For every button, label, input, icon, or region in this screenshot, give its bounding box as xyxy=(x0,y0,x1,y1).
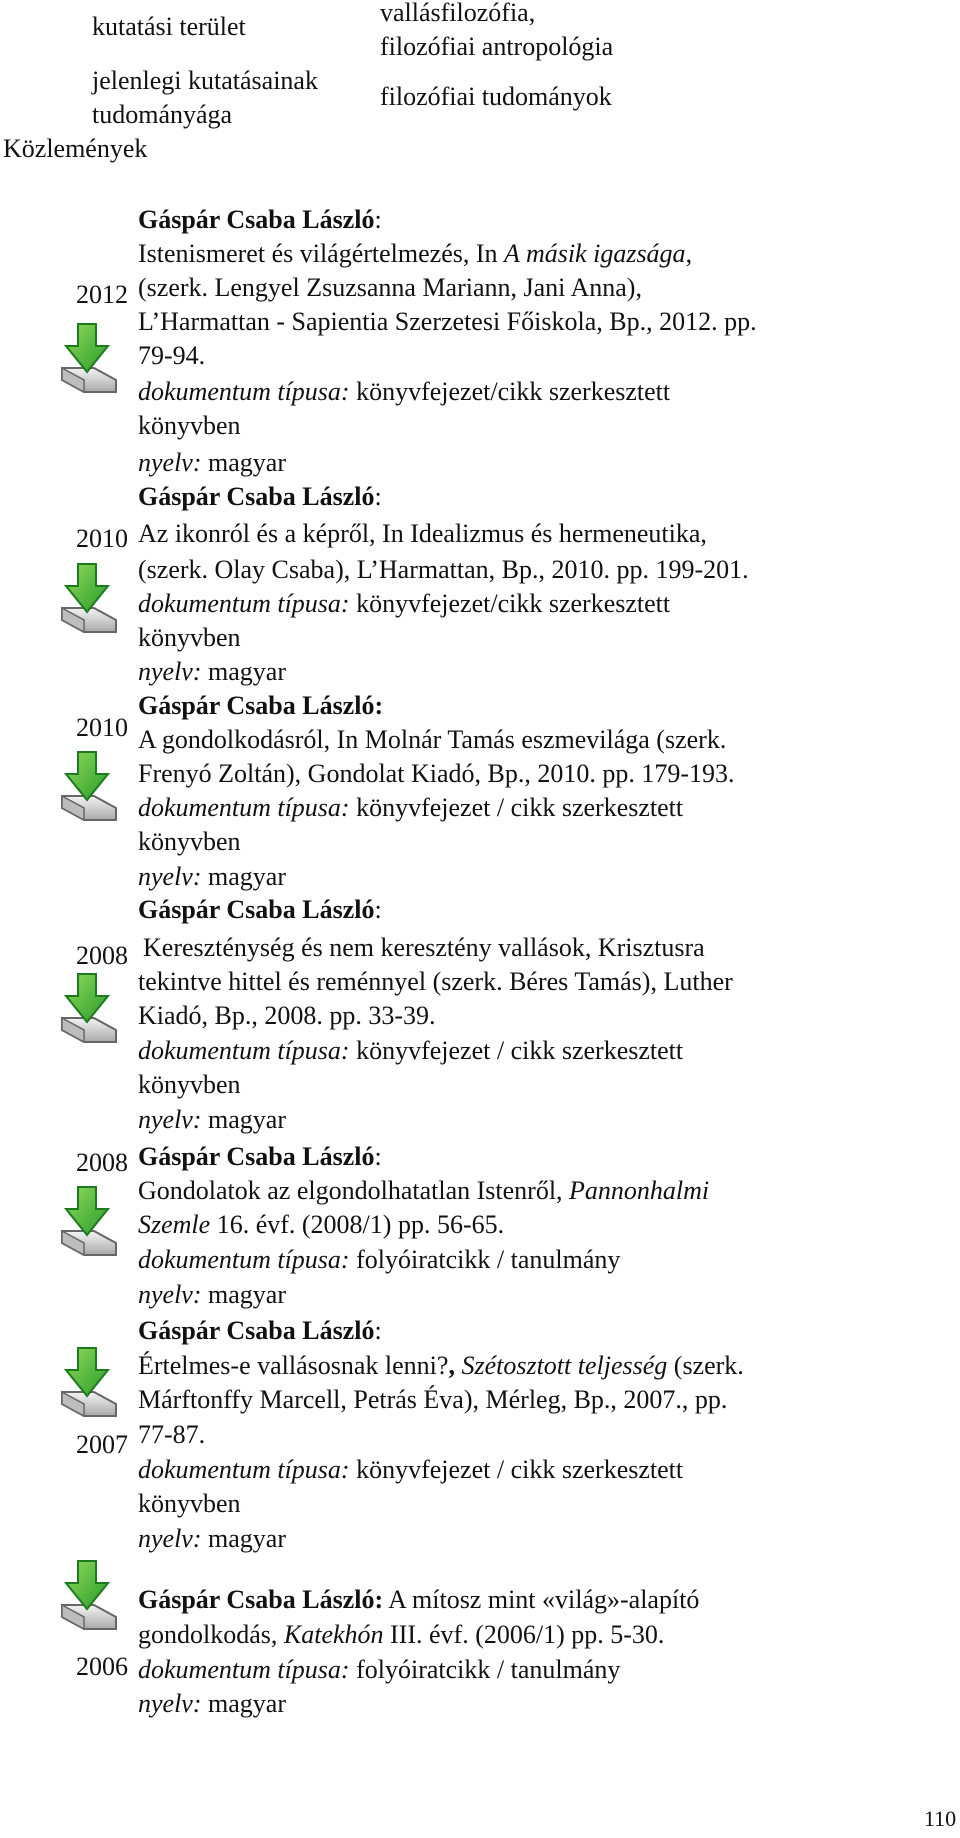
entry-author: Gáspár Csaba László: xyxy=(138,691,384,720)
entry-author: Gáspár Csaba László: xyxy=(138,1316,382,1345)
entry-line: Kereszténység és nem keresztény vallások, Krisztusra xyxy=(143,933,705,962)
entry-year: 2010 xyxy=(76,713,128,742)
download-icon[interactable] xyxy=(56,562,120,636)
entry-doctype: dokumentum típusa: könyvfejezet / cikk szerkesztett xyxy=(138,1036,684,1065)
download-icon[interactable] xyxy=(56,972,120,1046)
entry-year: 2006 xyxy=(76,1652,128,1681)
entry-year: 2008 xyxy=(76,941,128,970)
field-value-1: vallásfilozófia, xyxy=(380,0,536,27)
entry-author: Gáspár Csaba László: xyxy=(138,205,382,234)
entry-line: Gondolatok az elgondolhatatlan Istenről, Pannonhalmi xyxy=(138,1176,710,1205)
entry-line: Kiadó, Bp., 2008. pp. 33-39. xyxy=(138,1001,436,1030)
entry-doctype: dokumentum típusa: könyvfejezet / cikk szerkesztett xyxy=(138,1455,684,1484)
discipline-value: filozófiai tudományok xyxy=(380,82,612,111)
entry-line: Frenyó Zoltán), Gondolat Kiadó, Bp., 2010. pp. 179-193. xyxy=(138,759,735,788)
entry-year: 2010 xyxy=(76,524,128,553)
entry-doctype: dokumentum típusa: folyóiratcikk / tanulmány xyxy=(138,1245,621,1274)
entry-line: Értelmes-e vallásosnak lenni?, Szétosztott teljesség (szerk. xyxy=(138,1351,744,1380)
entry-line: Istenismeret és világértelmezés, In A másik igazsága, xyxy=(138,239,693,268)
entry-doctype: dokumentum típusa: könyvfejezet/cikk szerkesztett xyxy=(138,377,671,406)
download-icon[interactable] xyxy=(56,750,120,824)
entry-author: Gáspár Csaba László: xyxy=(138,895,382,924)
entry-language: nyelv: magyar xyxy=(138,657,286,686)
field-label: kutatási terület xyxy=(92,12,246,41)
entry-author: Gáspár Csaba László: A mítosz mint «világ»-alapító xyxy=(138,1585,700,1614)
entry-line: tekintve hittel és reménnyel (szerk. Béres Tamás), Luther xyxy=(138,967,733,996)
entry-line: 77-87. xyxy=(138,1420,206,1449)
entry-line: Szemle 16. évf. (2008/1) pp. 56-65. xyxy=(138,1210,505,1239)
download-icon[interactable] xyxy=(56,1185,120,1259)
entry-line: (szerk. Olay Csaba), L’Harmattan, Bp., 2010. pp. 199-201. xyxy=(138,555,749,584)
entry-line: A gondolkodásról, In Molnár Tamás eszmevilága (szerk. xyxy=(138,725,727,754)
entry-doctype-cont: könyvben xyxy=(138,1489,241,1518)
entry-doctype: dokumentum típusa: könyvfejezet/cikk szerkesztett xyxy=(138,589,671,618)
entry-language: nyelv: magyar xyxy=(138,448,286,477)
entry-doctype: dokumentum típusa: folyóiratcikk / tanulmány xyxy=(138,1655,621,1684)
download-icon[interactable] xyxy=(56,1559,120,1633)
entry-language: nyelv: magyar xyxy=(138,862,286,891)
entry-language: nyelv: magyar xyxy=(138,1689,286,1718)
entry-line: Márftonffy Marcell, Petrás Éva), Mérleg, Bp., 2007., pp. xyxy=(138,1385,728,1414)
entry-doctype-cont: könyvben xyxy=(138,1070,241,1099)
section-title: Közlemények xyxy=(3,134,148,163)
entry-language: nyelv: magyar xyxy=(138,1524,286,1553)
entry-doctype: dokumentum típusa: könyvfejezet / cikk szerkesztett xyxy=(138,793,684,822)
download-icon[interactable] xyxy=(56,322,120,396)
entry-language: nyelv: magyar xyxy=(138,1280,286,1309)
entry-language: nyelv: magyar xyxy=(138,1105,286,1134)
entry-year: 2012 xyxy=(76,280,128,309)
discipline-label-1: jelenlegi kutatásainak xyxy=(92,66,318,95)
download-icon[interactable] xyxy=(56,1346,120,1420)
entry-line: 79-94. xyxy=(138,341,206,370)
entry-doctype-cont: könyvben xyxy=(138,827,241,856)
field-value-2: filozófiai antropológia xyxy=(380,32,614,61)
entry-author: Gáspár Csaba László: xyxy=(138,1142,382,1171)
entry-line: (szerk. Lengyel Zsuzsanna Mariann, Jani Anna), xyxy=(138,273,642,302)
entry-doctype-cont: könyvben xyxy=(138,411,241,440)
discipline-label-2: tudományága xyxy=(92,100,233,129)
entry-line: gondolkodás, Katekhón III. évf. (2006/1) pp. 5-30. xyxy=(138,1620,665,1649)
entry-line: L’Harmattan - Sapientia Szerzetesi Főiskola, Bp., 2012. pp. xyxy=(138,307,757,336)
entry-author: Gáspár Csaba László: xyxy=(138,482,382,511)
entry-year: 2008 xyxy=(76,1148,128,1177)
entry-line: Az ikonról és a képről, In Idealizmus és hermeneutika, xyxy=(138,519,707,548)
entry-doctype-cont: könyvben xyxy=(138,623,241,652)
page-number: 110 xyxy=(924,1806,957,1831)
entry-year: 2007 xyxy=(76,1430,128,1459)
